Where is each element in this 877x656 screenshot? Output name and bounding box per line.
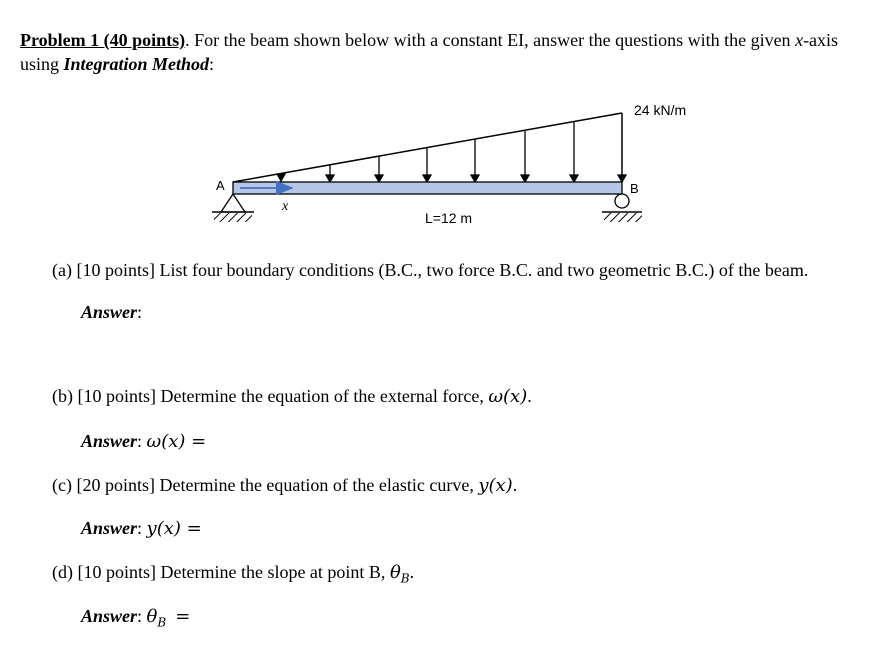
question-d-end: . bbox=[409, 562, 415, 582]
pin-support bbox=[212, 194, 254, 222]
span-length-label: L=12 m bbox=[425, 210, 473, 226]
answer-d-equals: = bbox=[175, 606, 191, 627]
problem-period: . bbox=[185, 30, 190, 50]
question-c-end: . bbox=[512, 475, 518, 495]
question-d-subscript: B bbox=[400, 571, 410, 586]
load-arrowhead bbox=[570, 175, 578, 182]
load-arrowhead bbox=[423, 175, 431, 182]
load-arrowhead bbox=[326, 175, 334, 182]
question-d bbox=[52, 562, 414, 586]
question-b-end: . bbox=[527, 386, 532, 406]
question-d-text: (d) [10 points] Determine the slope at point B, bbox=[52, 562, 390, 582]
load-arrowhead bbox=[471, 175, 479, 182]
question-b-text: (b) [10 points] Determine the equation of the external force, bbox=[52, 386, 489, 406]
method-colon: : bbox=[209, 54, 215, 74]
line2-prefix: using bbox=[20, 54, 64, 74]
roller-support bbox=[602, 194, 642, 222]
answer-a-label: Answer bbox=[81, 302, 138, 322]
support-a-label: A bbox=[216, 178, 225, 193]
support-b-label: B bbox=[630, 181, 639, 196]
problem-label: Problem 1 (40 points) bbox=[20, 30, 186, 50]
answer-c: Answer: y(x) = bbox=[81, 518, 202, 539]
question-c-text: (c) [20 points] Determine the equation of the elastic curve, bbox=[52, 475, 479, 495]
axis-suffix: -axis bbox=[803, 30, 839, 50]
intro-text: For the beam shown below with a constant EI, answer the questions with the given bbox=[189, 30, 796, 50]
axis-var: x bbox=[795, 30, 804, 50]
answer-d-subscript: B bbox=[157, 615, 167, 630]
answer-d: Answer: $\theta_B$ = bbox=[81, 606, 191, 630]
question-c bbox=[52, 475, 517, 496]
load-magnitude-label: 24 kN/m bbox=[634, 102, 687, 118]
load-arrows bbox=[277, 121, 626, 182]
load-arrowhead bbox=[375, 175, 383, 182]
load-arrowhead bbox=[277, 174, 285, 181]
answer-d-theta: θ bbox=[146, 606, 158, 627]
answer-b-math: ω(x) = bbox=[146, 431, 207, 452]
question-d-theta: θ bbox=[389, 562, 401, 583]
answer-a: Answer: bbox=[81, 302, 143, 322]
question-a: (a) [10 points] List four boundary conditions (B.C., two force B.C. and two geometric B.C.) of the beam. bbox=[52, 260, 809, 280]
question-c-math: y(x) bbox=[478, 475, 513, 496]
axis-label: x bbox=[282, 199, 289, 214]
load-arrowhead bbox=[521, 175, 529, 182]
answer-c-label: Answer bbox=[81, 518, 138, 538]
answer-b-label: Answer bbox=[81, 431, 138, 451]
load-arrowhead bbox=[618, 175, 626, 182]
answer-c-math: y(x) = bbox=[146, 518, 202, 539]
answer-d-label: Answer bbox=[81, 606, 138, 626]
answer-b: Answer: ω(x) = bbox=[81, 431, 207, 452]
question-b-math: ω(x) bbox=[488, 386, 528, 407]
method-name: Integration Method bbox=[63, 54, 210, 74]
question-b bbox=[52, 386, 532, 407]
